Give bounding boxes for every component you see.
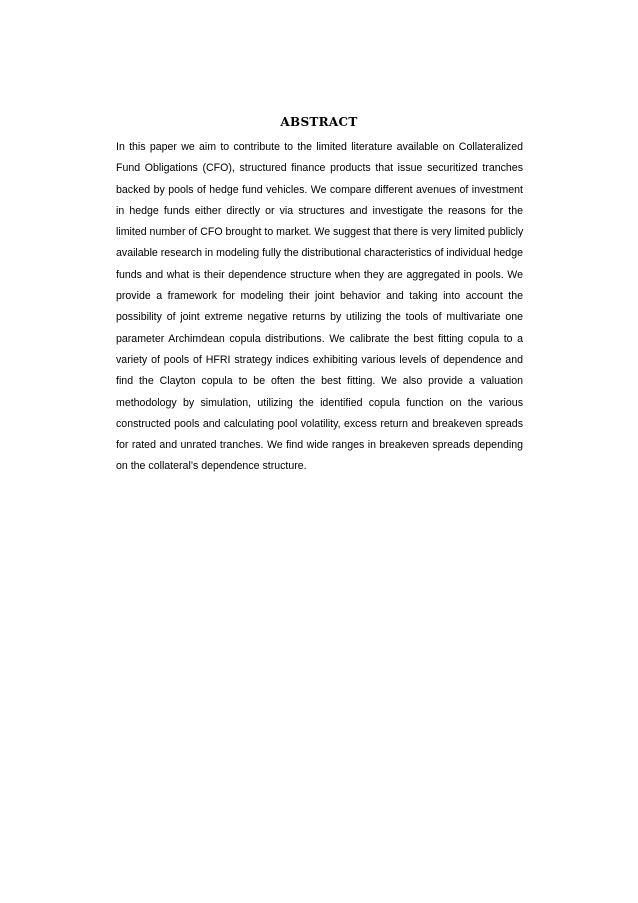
abstract-line: Fund Obligations (CFO), structured finance products that issue securitized tranches	[116, 162, 523, 175]
abstract-line: constructed pools and calculating pool volatility, excess return and breakeven spreads	[116, 417, 523, 430]
abstract-line: for rated and unrated tranches. We find wide ranges in breakeven spreads depending	[116, 439, 523, 452]
abstract-body	[116, 137, 523, 478]
abstract-line: backed by pools of hedge fund vehicles. We compare different avenues of investment	[116, 183, 523, 196]
abstract-line: available research in modeling fully the distributional characteristics of individual hedge	[116, 247, 523, 260]
abstract-line: limited number of CFO brought to market. We suggest that there is very limited publicly	[116, 226, 524, 239]
abstract-line: find the Clayton copula to be often the best fitting. We also provide a valuation	[116, 375, 523, 388]
abstract-line: parameter Archimdean copula distributions. We calibrate the best fitting copula to a	[116, 332, 523, 345]
abstract-line: in hedge funds either directly or via structures and investigate the reasons for the	[116, 204, 523, 217]
abstract-line: funds and what is their dependence structure when they are aggregated in pools. We	[116, 268, 523, 281]
abstract-line: provide a framework for modeling their joint behavior and taking into account the	[116, 290, 523, 303]
abstract-heading: ABSTRACT	[280, 115, 358, 129]
abstract-line: variety of pools of HFRI strategy indices exhibiting various levels of dependence and	[116, 353, 523, 366]
abstract-line: on the collateral’s dependence structure.	[116, 460, 307, 473]
abstract-line: possibility of joint extreme negative returns by utilizing the tools of multivariate one	[116, 311, 523, 324]
abstract-line: methodology by simulation, utilizing the identified copula function on the various	[116, 396, 523, 409]
abstract-line: In this paper we aim to contribute to the limited literature available on Collateralized	[116, 141, 523, 153]
